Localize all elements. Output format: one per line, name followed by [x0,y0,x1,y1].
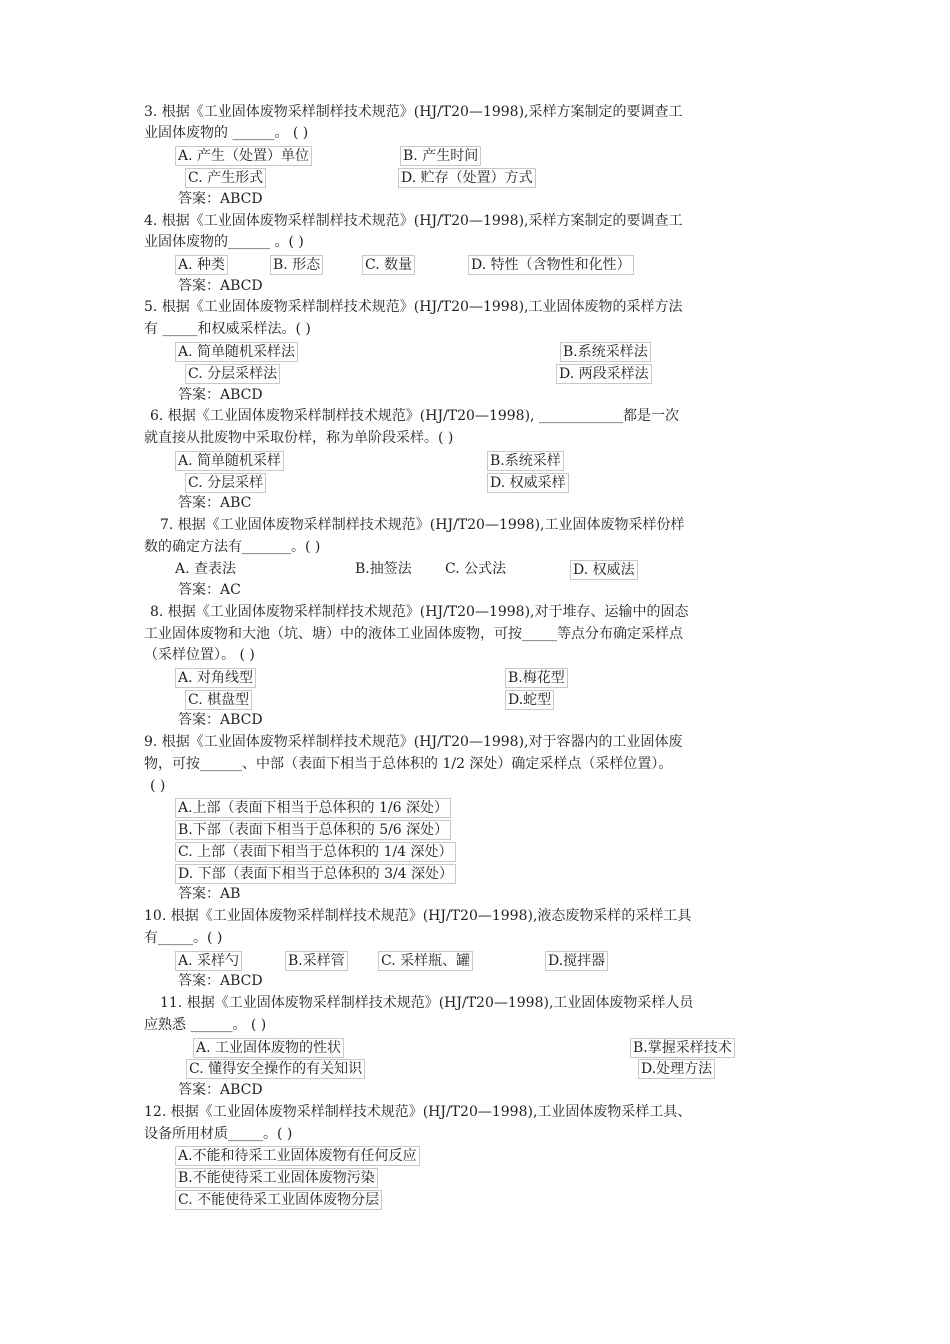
question-3-option-d: D. 贮存（处置）方式 [398,168,536,188]
question-3-line-2: 业固体废物的 ______。 ( ) [144,125,309,141]
question-8-option-c: C. 棋盘型 [185,690,252,710]
question-7-answer: 答案：AC [178,582,241,598]
question-10-answer: 答案：ABCD [178,973,263,989]
question-9-option-d: D. 下部（表面下相当于总体积的 3/4 深处） [175,864,456,884]
question-8-answer: 答案：ABCD [178,712,263,728]
question-5-line-1: 5. 根据《工业固体废物采样制样技术规范》(HJ/T20—1998),工业固体废物的采样方法 [144,299,683,315]
question-11-line-1: 11. 根据《工业固体废物采样制样技术规范》(HJ/T20—1998),工业固体废物采样人员 [160,995,694,1011]
question-11-option-b: B.掌握采样技术 [630,1038,735,1058]
question-6-line-1: 6. 根据《工业固体废物采样制样技术规范》(HJ/T20—1998), ____________都是一次 [150,408,679,424]
question-11-option-c: C. 懂得安全操作的有关知识 [186,1059,365,1079]
question-6-answer: 答案：ABC [178,495,252,511]
question-10-line-1: 10. 根据《工业固体废物采样制样技术规范》(HJ/T20—1998),液态废物采样的采样工具 [144,908,692,924]
question-11-line-2: 应熟悉 ______。 ( ) [144,1017,267,1033]
question-9-option-a: A.上部（表面下相当于总体积的 1/6 深处） [175,798,451,818]
question-9-option-c: C. 上部（表面下相当于总体积的 1/4 深处） [175,842,456,862]
question-4-option-c: C. 数量 [362,255,415,275]
question-12-option-b: B.不能使待采工业固体废物污染 [175,1168,378,1188]
question-7-line-1: 7. 根据《工业固体废物采样制样技术规范》(HJ/T20—1998),工业固体废物采样份样 [160,517,685,533]
question-8-option-a: A. 对角线型 [175,668,256,688]
question-10-option-c: C. 采样瓶、罐 [378,951,473,971]
question-8-line-1: 8. 根据《工业固体废物采样制样技术规范》(HJ/T20—1998),对于堆存、运输中的固态 [150,604,689,620]
question-4-option-a: A. 种类 [175,255,228,275]
question-3-option-b: B. 产生时间 [400,146,481,166]
question-11-option-d: D.处理方法 [638,1059,715,1079]
question-9-answer: 答案：AB [178,886,241,902]
question-5-option-b: B.系统采样法 [560,342,651,362]
question-7-option-c: C. 公式法 [445,561,507,577]
question-5-option-a: A. 简单随机采样法 [175,342,298,362]
question-7-option-b: B.抽签法 [355,561,412,577]
question-5-answer: 答案：ABCD [178,387,263,403]
question-6-line-2: 就直接从批废物中采取份样，称为单阶段采样。( ) [144,430,454,446]
question-4-option-d: D. 特性（含物性和化性） [468,255,634,275]
question-7-option-d: D. 权威法 [570,560,638,580]
question-10-option-a: A. 采样勺 [175,951,242,971]
question-6-option-b: B.系统采样 [487,451,564,471]
question-10-line-2: 有_____。( ) [144,930,223,946]
question-8-option-d: D.蛇型 [505,690,554,710]
question-6-option-a: A. 简单随机采样 [175,451,284,471]
question-9-line-1: 9. 根据《工业固体废物采样制样技术规范》(HJ/T20—1998),对于容器内的工业固体废 [144,734,683,750]
question-8-option-b: B.梅花型 [505,668,568,688]
question-6-option-d: D. 权威采样 [487,473,569,493]
question-9-line-2: 物，可按______、中部（表面下相当于总体积的 1/2 深处）确定采样点（采样位置）。 [144,756,673,772]
question-9-option-b: B.下部（表面下相当于总体积的 5/6 深处） [175,820,451,840]
question-12-option-c: C. 不能使待采工业固体废物分层 [175,1190,382,1210]
question-8-line-3: （采样位置）。 ( ) [144,647,255,663]
question-3-answer: 答案：ABCD [178,191,263,207]
question-7-option-a: A. 查表法 [175,561,237,577]
question-4-line-2: 业固体废物的______ 。( ) [144,234,304,250]
question-5-option-d: D. 两段采样法 [556,364,652,384]
question-3-option-a: A. 产生（处置）单位 [175,146,312,166]
question-4-option-b: B. 形态 [270,255,323,275]
question-11-option-a: A. 工业固体废物的性状 [193,1038,344,1058]
question-5-option-c: C. 分层采样法 [185,364,280,384]
question-10-option-b: B.采样管 [285,951,348,971]
question-8-line-2: 工业固体废物和大池（坑、塘）中的液体工业固体废物，可按_____等点分布确定采样点 [144,626,683,642]
question-3-line-1: 3. 根据《工业固体废物采样制样技术规范》(HJ/T20—1998),采样方案制定的要调查工 [144,104,683,120]
question-11-answer: 答案：ABCD [178,1082,263,1098]
question-3-option-c: C. 产生形式 [185,168,266,188]
question-6-option-c: C. 分层采样 [185,473,266,493]
question-4-answer: 答案：ABCD [178,278,263,294]
question-7-line-2: 数的确定方法有_______。( ) [144,539,321,555]
question-12-line-2: 设备所用材质_____。( ) [144,1126,293,1142]
question-9-line-3: ( ) [150,778,166,794]
question-4-line-1: 4. 根据《工业固体废物采样制样技术规范》(HJ/T20—1998),采样方案制定的要调查工 [144,213,683,229]
question-12-line-1: 12. 根据《工业固体废物采样制样技术规范》(HJ/T20—1998),工业固体废物采样工具、 [144,1104,692,1120]
question-5-line-2: 有 _____和权威采样法。( ) [144,321,311,337]
question-12-option-a: A.不能和待采工业固体废物有任何反应 [175,1146,420,1166]
question-10-option-d: D.搅拌器 [545,951,608,971]
